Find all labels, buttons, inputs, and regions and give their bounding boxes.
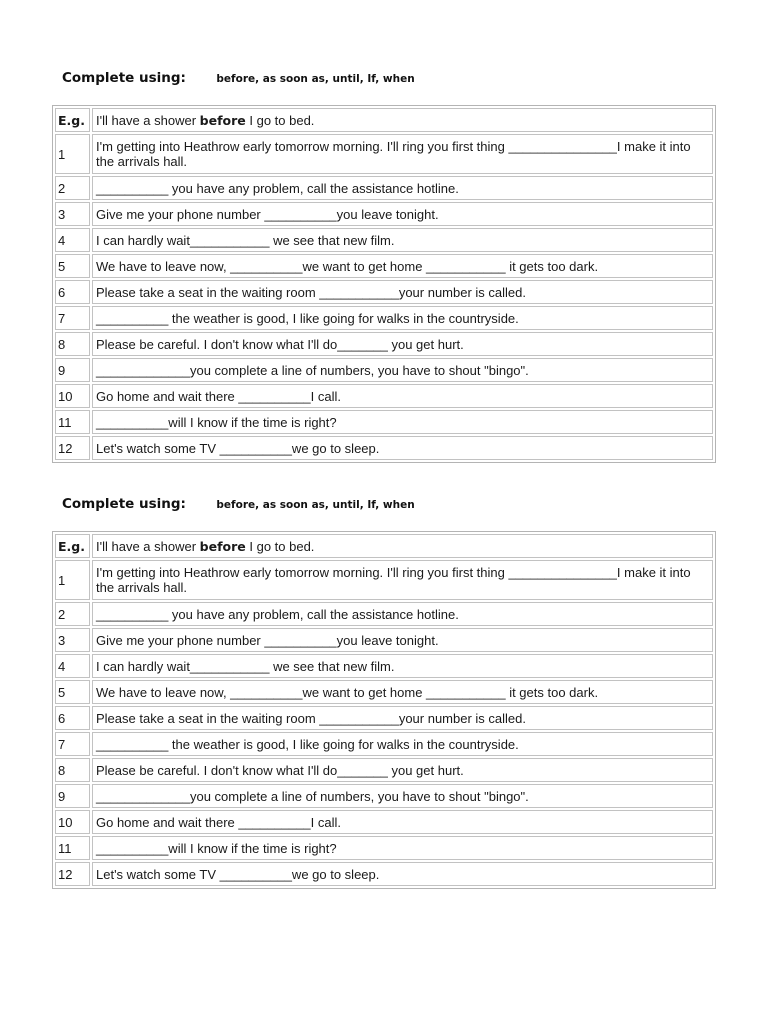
table-row: [55, 254, 713, 278]
table-row: [55, 758, 713, 782]
instruction-heading: [62, 495, 415, 513]
item-number: 3: [55, 628, 90, 652]
item-number: 12: [55, 862, 90, 886]
example-keyword: before: [199, 538, 246, 554]
table-row: [55, 410, 713, 434]
example-label: E.g.: [55, 534, 90, 558]
item-number: 7: [55, 306, 90, 330]
example-sentence: I'll have a shower before I go to bed.: [92, 108, 713, 132]
table-row: [55, 176, 713, 200]
table-row: [55, 654, 713, 678]
instruction-label: Complete using:: [62, 496, 186, 512]
item-number: 6: [55, 280, 90, 304]
item-number: 8: [55, 758, 90, 782]
item-sentence: We have to leave now, __________we want to get home ___________ it gets too dark.: [92, 254, 713, 278]
table-row: [55, 836, 713, 860]
item-number: 11: [55, 410, 90, 434]
table-row: [55, 280, 713, 304]
item-sentence: __________will I know if the time is right?: [92, 410, 713, 434]
item-sentence: We have to leave now, __________we want to get home ___________ it gets too dark.: [92, 680, 713, 704]
table-row: [55, 680, 713, 704]
item-sentence: Give me your phone number __________you leave tonight.: [92, 628, 713, 652]
item-sentence: _____________you complete a line of numbers, you have to shout "bingo".: [92, 784, 713, 808]
example-row: [55, 534, 713, 558]
instruction-word-list: before, as soon as, until, If, when: [216, 499, 415, 511]
table-row: [55, 134, 713, 174]
item-sentence: __________will I know if the time is right?: [92, 836, 713, 860]
item-sentence: __________ the weather is good, I like going for walks in the countryside.: [92, 306, 713, 330]
item-number: 5: [55, 680, 90, 704]
item-sentence: Go home and wait there __________I call.: [92, 384, 713, 408]
table-row: [55, 862, 713, 886]
item-number: 8: [55, 332, 90, 356]
table-row: [55, 306, 713, 330]
instruction-word-list: before, as soon as, until, If, when: [216, 73, 415, 85]
item-number: 6: [55, 706, 90, 730]
item-sentence: Please take a seat in the waiting room ___________your number is called.: [92, 280, 713, 304]
item-sentence: Please be careful. I don't know what I'll do_______ you get hurt.: [92, 758, 713, 782]
item-number: 12: [55, 436, 90, 460]
table-row: [55, 436, 713, 460]
item-number: 10: [55, 384, 90, 408]
item-sentence: __________ you have any problem, call the assistance hotline.: [92, 176, 713, 200]
table-row: [55, 602, 713, 626]
item-number: 7: [55, 732, 90, 756]
item-sentence: Give me your phone number __________you leave tonight.: [92, 202, 713, 226]
exercise-table: [52, 105, 716, 463]
item-sentence: Let's watch some TV __________we go to sleep.: [92, 862, 713, 886]
item-number: 2: [55, 176, 90, 200]
item-sentence: Please take a seat in the waiting room ___________your number is called.: [92, 706, 713, 730]
item-sentence: __________ you have any problem, call the assistance hotline.: [92, 602, 713, 626]
table-row: [55, 706, 713, 730]
item-sentence: I'm getting into Heathrow early tomorrow morning. I'll ring you first thing _______________I make it into the arrivals hall.: [92, 134, 713, 174]
item-sentence: I can hardly wait___________ we see that new film.: [92, 654, 713, 678]
item-sentence: _____________you complete a line of numbers, you have to shout "bingo".: [92, 358, 713, 382]
item-number: 3: [55, 202, 90, 226]
exercise-table: [52, 531, 716, 889]
item-number: 5: [55, 254, 90, 278]
item-sentence: I can hardly wait___________ we see that new film.: [92, 228, 713, 252]
item-sentence: Please be careful. I don't know what I'll do_______ you get hurt.: [92, 332, 713, 356]
item-sentence: Go home and wait there __________I call.: [92, 810, 713, 834]
table-row: [55, 384, 713, 408]
table-row: [55, 358, 713, 382]
item-sentence: I'm getting into Heathrow early tomorrow morning. I'll ring you first thing _______________I make it into the arrivals hall.: [92, 560, 713, 600]
example-keyword: before: [199, 112, 246, 128]
item-sentence: Let's watch some TV __________we go to sleep.: [92, 436, 713, 460]
table-row: [55, 228, 713, 252]
table-row: [55, 560, 713, 600]
item-number: 2: [55, 602, 90, 626]
item-number: 4: [55, 228, 90, 252]
item-number: 10: [55, 810, 90, 834]
instruction-heading: [62, 69, 415, 87]
item-sentence: __________ the weather is good, I like going for walks in the countryside.: [92, 732, 713, 756]
item-number: 1: [55, 134, 90, 174]
item-number: 9: [55, 358, 90, 382]
instruction-label: Complete using:: [62, 70, 186, 86]
table-row: [55, 628, 713, 652]
table-row: [55, 810, 713, 834]
item-number: 9: [55, 784, 90, 808]
item-number: 4: [55, 654, 90, 678]
item-number: 1: [55, 560, 90, 600]
table-row: [55, 332, 713, 356]
example-label: E.g.: [55, 108, 90, 132]
example-row: [55, 108, 713, 132]
table-row: [55, 202, 713, 226]
example-sentence: I'll have a shower before I go to bed.: [92, 534, 713, 558]
table-row: [55, 784, 713, 808]
table-row: [55, 732, 713, 756]
item-number: 11: [55, 836, 90, 860]
